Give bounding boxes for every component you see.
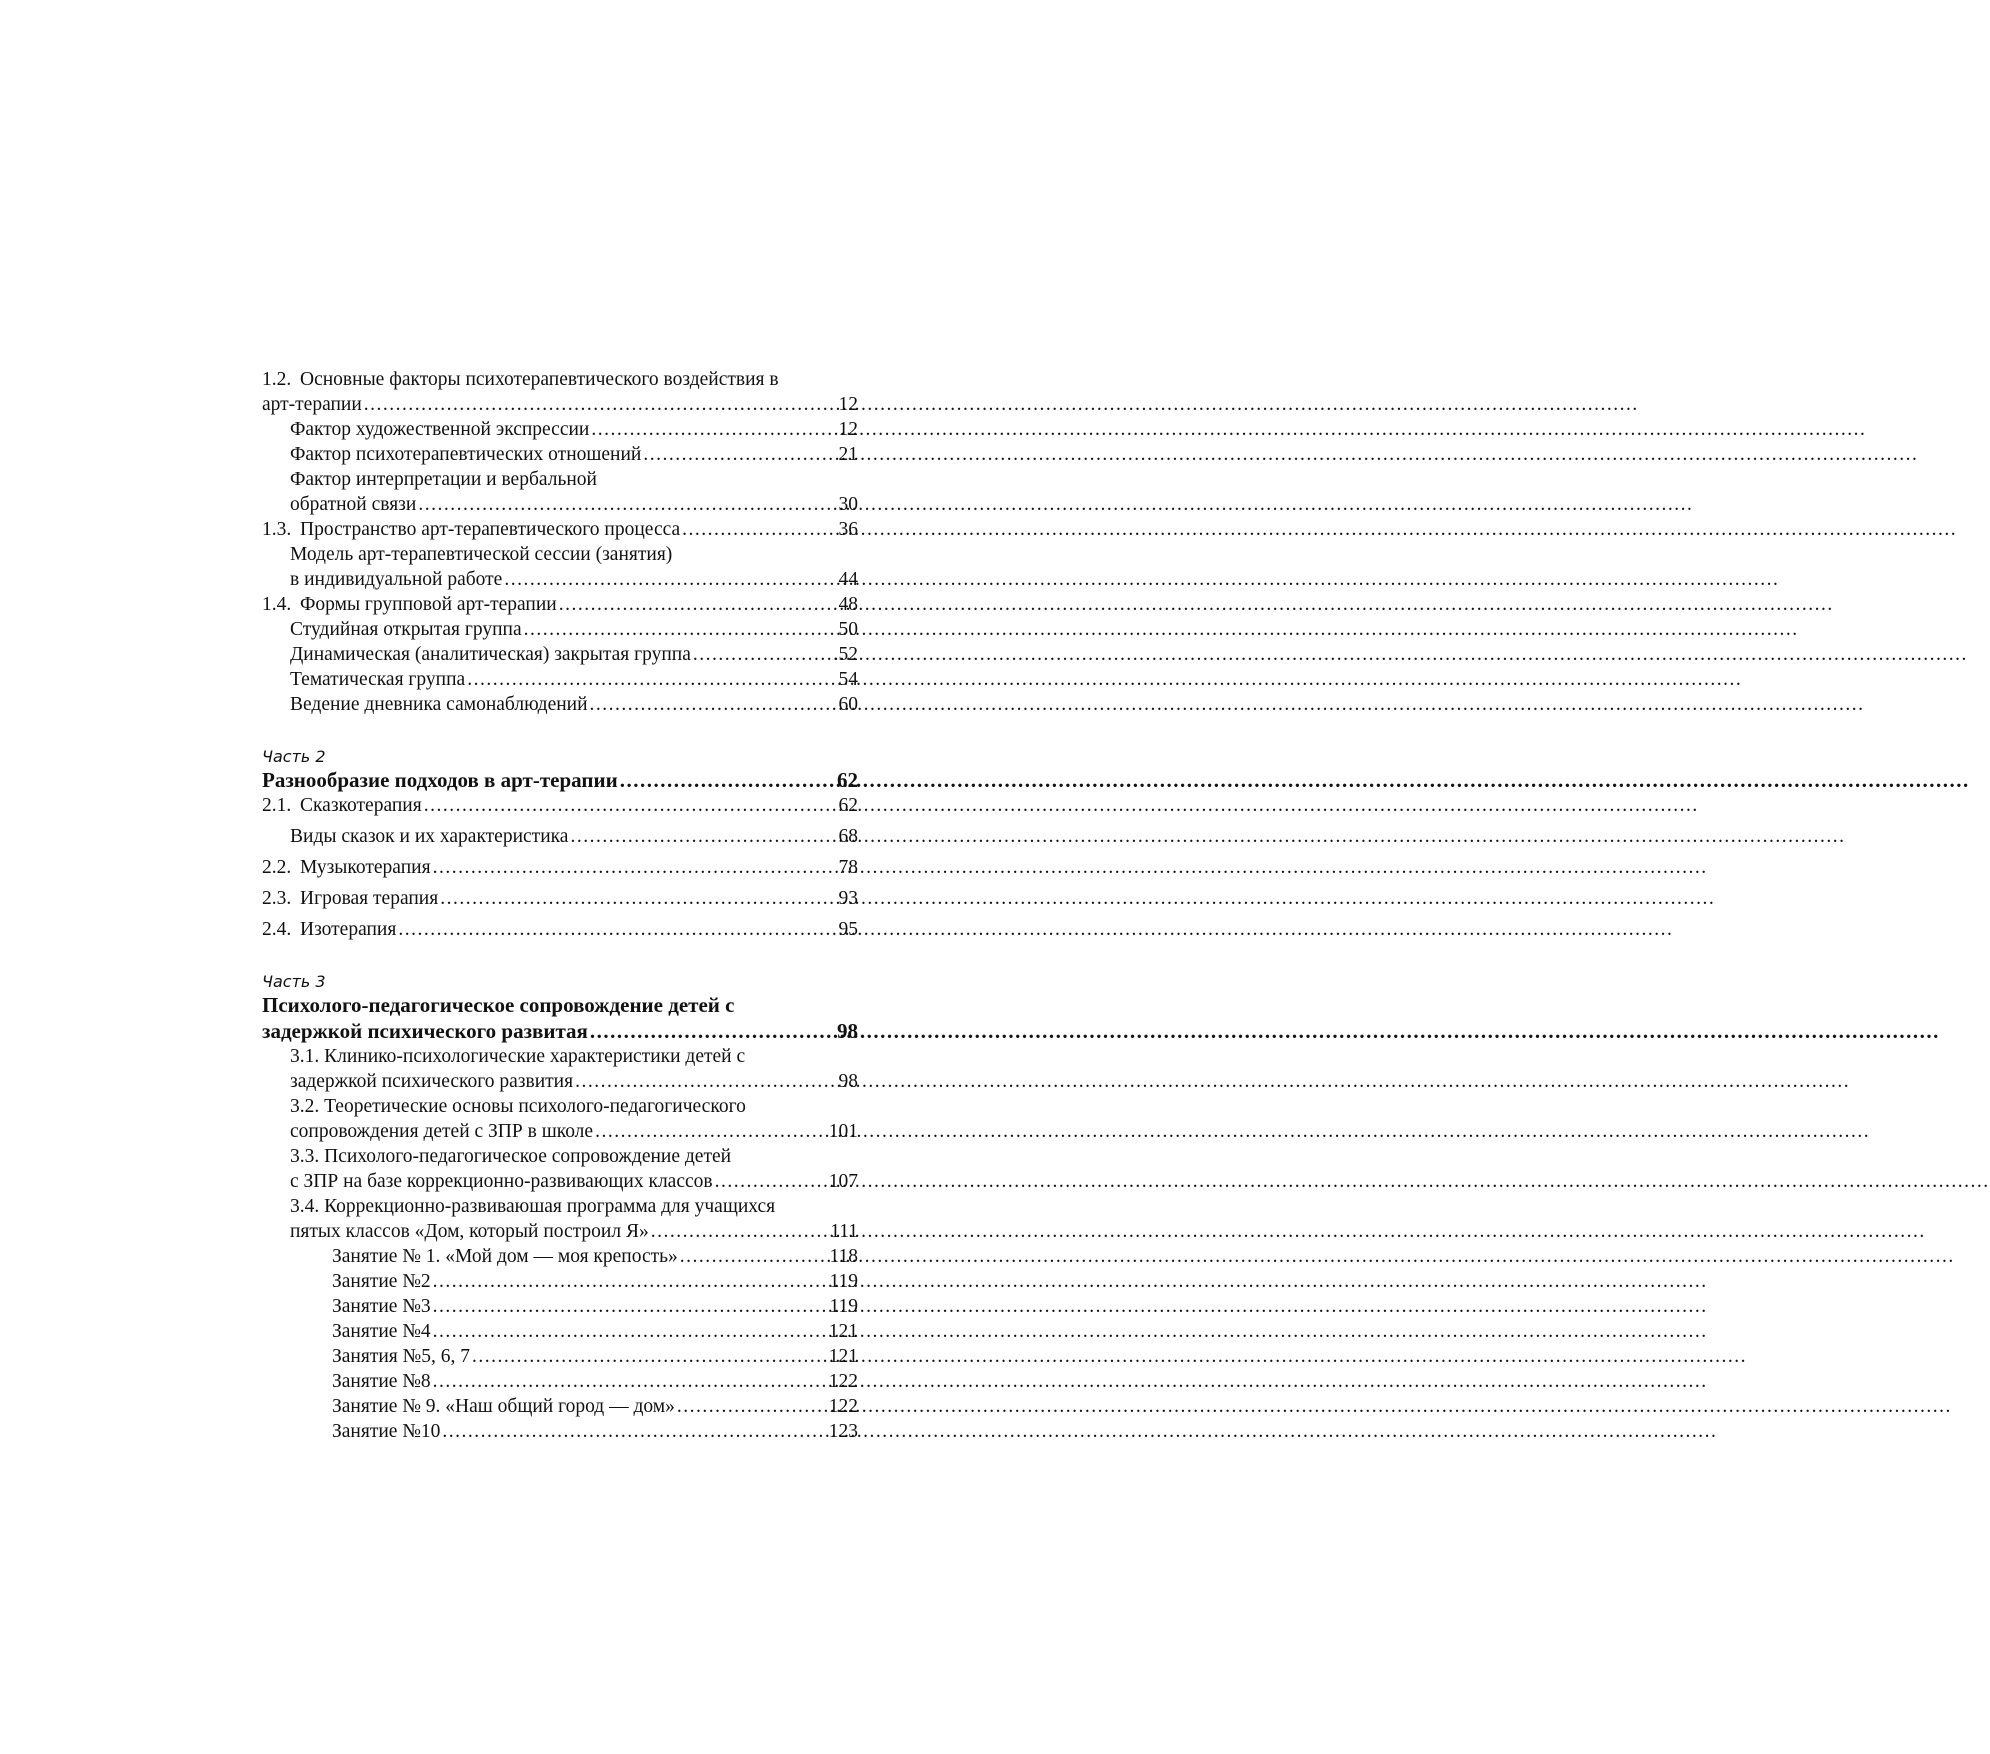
subentry-title: Динамическая (аналитическая) закрытая группа	[290, 644, 691, 665]
table-of-contents	[262, 367, 858, 1444]
toc-entry-3-4-cont	[262, 1219, 858, 1244]
dot-leader	[364, 392, 837, 417]
section-number: 2.2.	[262, 857, 292, 878]
page-number: 95	[838, 919, 858, 940]
page-number: 62	[837, 768, 858, 792]
dot-leader	[590, 1018, 835, 1044]
page-number: 48	[838, 594, 858, 615]
page-number: 12	[838, 394, 858, 415]
lesson-title: Занятие №8	[332, 1371, 431, 1392]
section-number: 2.1.	[262, 795, 292, 816]
subentry-title: Ведение дневника самонаблюдений	[290, 694, 588, 715]
subentry-title-line1: Фактор интерпретации и вербальной	[290, 469, 597, 490]
toc-lesson	[262, 1369, 858, 1394]
dot-leader	[590, 692, 837, 717]
section-title: Изотерапия	[300, 919, 397, 940]
subentry-title-line2: в индивидуальной работе	[290, 569, 503, 590]
section-title: Формы групповой арт-терапии	[300, 594, 557, 615]
toc-lesson	[262, 1294, 858, 1319]
part-3-label: Часть 3	[262, 972, 326, 991]
toc-subentry	[262, 542, 858, 567]
section-number: 3.2.	[290, 1096, 320, 1117]
dot-leader	[651, 1219, 828, 1244]
dot-leader	[595, 1119, 827, 1144]
dot-leader	[559, 592, 837, 617]
dot-leader	[504, 567, 836, 592]
part-3-title-line1: Психолого-педагогическое сопровождение детей с	[262, 993, 735, 1017]
section-number: 3.3.	[290, 1146, 320, 1167]
page-number: 12	[838, 419, 858, 440]
page-number: 78	[838, 857, 858, 878]
dot-leader	[442, 1419, 826, 1444]
page-number: 54	[838, 669, 858, 690]
section-title-line2: сопровождения детей с ЗПР в школе	[290, 1121, 594, 1142]
spacer	[262, 942, 858, 972]
subentry-title: Тематическая группа	[290, 669, 466, 690]
dot-leader	[433, 1294, 828, 1319]
toc-entry-3-2-cont	[262, 1119, 858, 1144]
section-number: 1.4.	[262, 594, 292, 615]
toc-entry-3-4	[262, 1194, 858, 1219]
dot-leader	[643, 442, 836, 467]
subentry-title-line1: Модель арт-терапевтической сессии (занятия)	[290, 544, 673, 565]
toc-subentry	[262, 692, 858, 717]
section-title: Пространство арт-терапевтического процесса	[300, 519, 681, 540]
toc-subentry-cont	[262, 567, 858, 592]
subentry-title: Студийная открытая группа	[290, 619, 522, 640]
page-number: 111	[830, 1221, 858, 1242]
page-number: 121	[828, 1346, 858, 1367]
page-number: 121	[828, 1321, 858, 1342]
part-2-title	[262, 767, 858, 793]
toc-subentry	[262, 642, 858, 667]
section-number: 1.2.	[262, 369, 292, 390]
section-number: 3.1.	[290, 1046, 320, 1067]
toc-entry-2-1	[262, 793, 858, 818]
dot-leader	[591, 417, 836, 442]
section-title: Игровая терапия	[300, 888, 439, 909]
lesson-title: Занятие №10	[332, 1421, 441, 1442]
section-title-line2: арт-терапии	[262, 394, 362, 415]
page-number: 60	[838, 694, 858, 715]
lesson-title: Занятие № 1. «Мой дом — моя крепость»	[332, 1246, 678, 1267]
toc-subentry	[262, 824, 858, 849]
dot-leader	[693, 642, 832, 667]
toc-entry-3-1	[262, 1044, 858, 1069]
toc-entry-1-3	[262, 517, 858, 542]
toc-entry-1-2	[262, 367, 858, 392]
page-number: 68	[838, 826, 858, 847]
page-number: 122	[828, 1396, 858, 1417]
page-number: 123	[828, 1421, 858, 1442]
toc-subentry-cont	[262, 492, 858, 517]
page-number: 50	[838, 619, 858, 640]
toc-entry-3-3	[262, 1144, 858, 1169]
toc-entry-3-3-cont	[262, 1169, 858, 1194]
dot-leader	[467, 667, 836, 692]
lesson-title: Занятия №5, 6, 7	[332, 1346, 470, 1367]
section-title-line1: Коррекционно-развиваюшая программа для учащихся	[324, 1196, 776, 1217]
toc-subentry	[262, 667, 858, 692]
page-number: 98	[837, 1019, 858, 1043]
page-number: 118	[829, 1246, 858, 1267]
page-number: 44	[838, 569, 858, 590]
part-title-text: Разнообразие подходов в арт-терапии	[262, 768, 618, 792]
toc-lesson	[262, 1244, 858, 1269]
page-number: 21	[838, 444, 858, 465]
dot-leader	[524, 617, 837, 642]
lesson-title: Занятие №4	[332, 1321, 431, 1342]
dot-leader	[570, 824, 836, 849]
page-number: 30	[838, 494, 858, 515]
section-title: Сказкотерапия	[300, 795, 422, 816]
toc-subentry	[262, 467, 858, 492]
toc-subentry	[262, 417, 858, 442]
toc-lesson	[262, 1344, 858, 1369]
dot-leader	[682, 517, 836, 542]
toc-entry-1-4	[262, 592, 858, 617]
section-title-line2: пятых классов «Дом, который построил Я»	[290, 1221, 649, 1242]
section-title-line1: Основные факторы психотерапевтического воздействия в	[300, 369, 779, 390]
toc-entry-1-2-cont	[262, 392, 858, 417]
dot-leader	[680, 1244, 828, 1269]
toc-entry-2-2	[262, 855, 858, 880]
dot-leader	[440, 886, 836, 911]
dot-leader	[715, 1169, 827, 1194]
dot-leader	[433, 1369, 827, 1394]
toc-lesson	[262, 1394, 858, 1419]
dot-leader	[620, 767, 835, 793]
section-title-line2: задержкой психического развития	[290, 1071, 574, 1092]
part-2-label: Часть 2	[262, 747, 326, 766]
subentry-title-line2: обратной связи	[290, 494, 417, 515]
lesson-title: Занятие №2	[332, 1271, 431, 1292]
toc-entry-2-3	[262, 886, 858, 911]
toc-lesson	[262, 1269, 858, 1294]
toc-lesson	[262, 1419, 858, 1444]
toc-subentry	[262, 617, 858, 642]
page-number: 98	[838, 1071, 858, 1092]
page-number: 122	[828, 1371, 858, 1392]
section-title-line1: Психолого-педагогическое сопровождение детей	[324, 1146, 732, 1167]
toc-entry-2-4	[262, 917, 858, 942]
page-number: .52	[833, 644, 858, 665]
dot-leader	[433, 855, 837, 880]
page-number: 101	[828, 1121, 858, 1142]
subentry-title: Виды сказок и их характеристика	[290, 826, 569, 847]
page-number: 36	[838, 519, 858, 540]
dot-leader	[398, 917, 836, 942]
dot-leader	[433, 1319, 827, 1344]
subentry-title: Фактор психотерапевтических отношений	[290, 444, 642, 465]
section-title-line2: с ЗПР на базе коррекционно-развивающих классов	[290, 1171, 713, 1192]
toc-lesson	[262, 1319, 858, 1344]
section-number: 2.3.	[262, 888, 292, 909]
dot-leader	[433, 1269, 828, 1294]
section-title: Музыкотерапия	[300, 857, 431, 878]
spacer	[262, 717, 858, 747]
page-number: 93	[838, 888, 858, 909]
dot-leader	[418, 492, 836, 517]
section-number: 3.4.	[290, 1196, 320, 1217]
lesson-title: Занятие №3	[332, 1296, 431, 1317]
lesson-title: Занятие № 9. «Наш общий город — дом»	[332, 1396, 675, 1417]
section-title-line1: Теоретические основы психолого-педагогического	[324, 1096, 746, 1117]
toc-entry-3-1-cont	[262, 1069, 858, 1094]
page-number: 119	[829, 1271, 858, 1292]
section-title-line1: Клинико-психологические характеристики детей с	[324, 1046, 746, 1067]
toc-subentry	[262, 442, 858, 467]
page-number: 62	[838, 795, 858, 816]
page-number: 107	[828, 1171, 858, 1192]
toc-entry-3-2	[262, 1094, 858, 1119]
section-number: 2.4.	[262, 919, 292, 940]
subentry-title: Фактор художественной экспрессии	[290, 419, 590, 440]
page-number: 119	[829, 1296, 858, 1317]
dot-leader	[677, 1394, 827, 1419]
part-3-title-line2	[262, 1018, 858, 1044]
part-title-text: задержкой психического развитая	[262, 1019, 588, 1043]
section-number: 1.3.	[262, 519, 292, 540]
dot-leader	[424, 793, 837, 818]
dot-leader	[472, 1344, 827, 1369]
dot-leader	[575, 1069, 836, 1094]
